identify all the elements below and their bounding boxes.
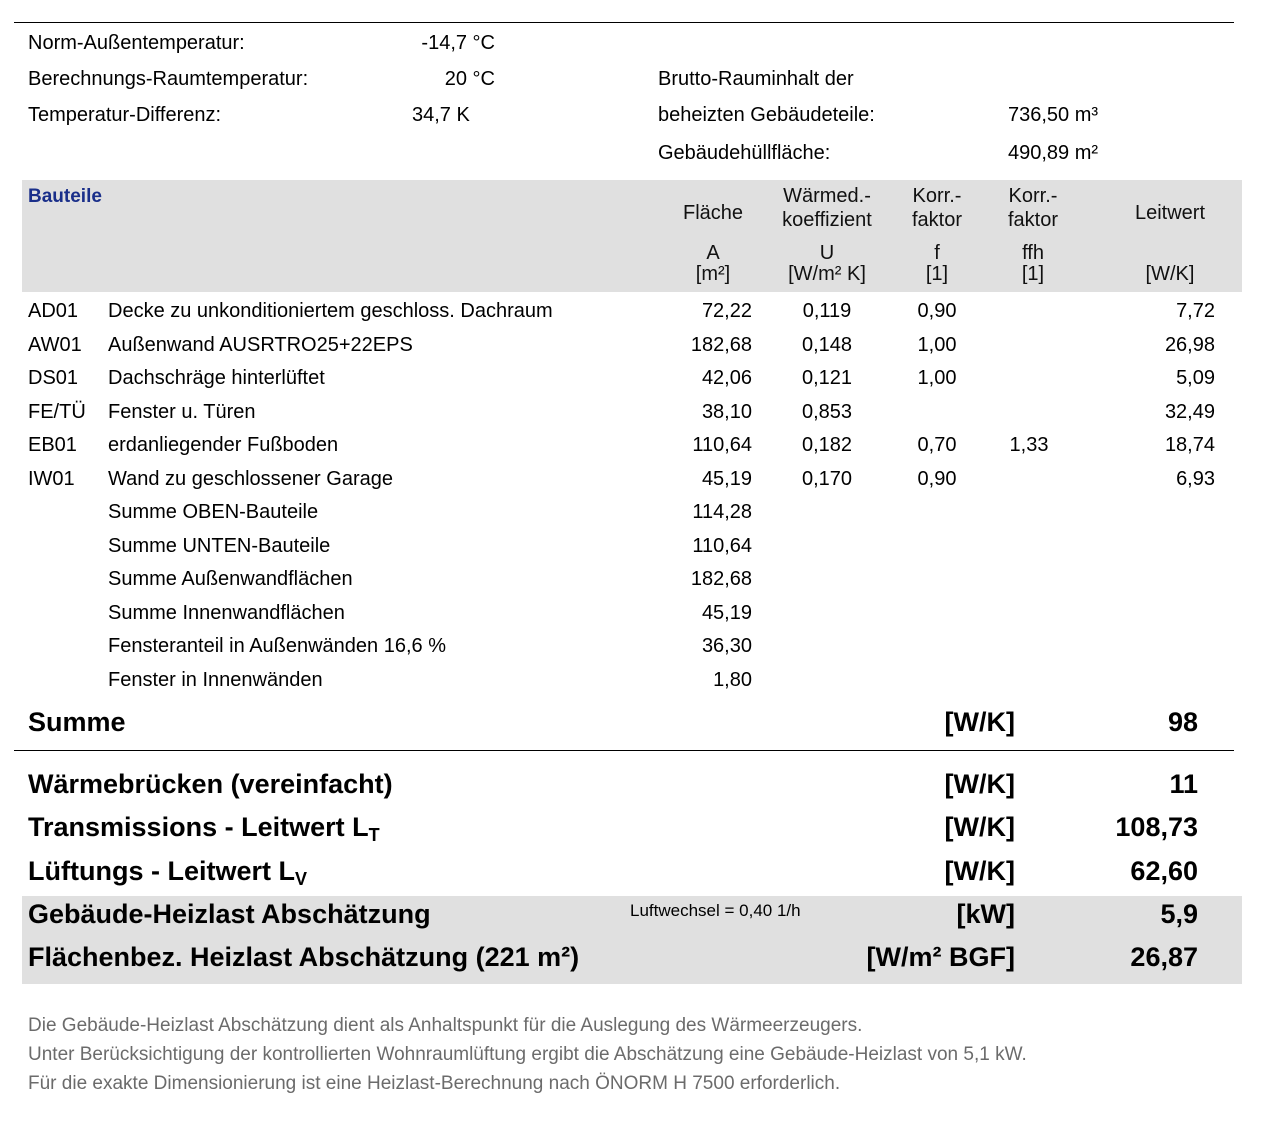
row-area: 72,22: [701, 300, 752, 322]
header-flaeche: Fläche: [682, 202, 744, 224]
raum-temp-label: Berechnungs-Raumtemperatur:: [28, 68, 309, 90]
norm-temp-value: -14,7 °C: [421, 32, 495, 54]
sum-row-name: Summe OBEN-Bauteile: [108, 501, 319, 523]
row-name: Wand zu geschlossener Garage: [108, 467, 393, 490]
temp-diff-value: 34,7 K: [412, 104, 470, 126]
header-korr2-a: Korr.-: [1008, 185, 1058, 207]
waermebruecken-unit: [W/K]: [944, 769, 1015, 799]
transmission-subscript: T: [368, 825, 380, 845]
header-flaeche-unit: [m²]: [695, 263, 731, 285]
summe-value: 98: [1167, 707, 1198, 737]
row-leitwert: 7,72: [1176, 300, 1215, 322]
sum-row-area: 1,80: [713, 668, 752, 691]
lueftung-subscript: V: [294, 869, 307, 889]
header-leitwert: Leitwert: [1134, 202, 1206, 224]
transmission-value: 108,73: [1115, 812, 1198, 842]
row-code: AD01: [28, 300, 79, 322]
header-flaeche-sym: A: [706, 242, 720, 264]
row-leitwert: 32,49: [1164, 400, 1215, 423]
row-area: 38,10: [701, 400, 752, 423]
huell-label: Gebäudehüllfläche:: [658, 142, 831, 164]
row-name: erdanliegender Fußboden: [108, 434, 339, 456]
note-line-3: Für die exakte Dimensionierung ist eine Heizlast-Berechnung nach ÖNORM H 7500 erforderlich.: [28, 1073, 841, 1094]
row-leitwert: 6,93: [1176, 467, 1215, 490]
header-korr1-unit: [1]: [925, 263, 949, 285]
lueftung-value: 62,60: [1130, 856, 1198, 886]
row-u-value: 0,121: [801, 367, 853, 389]
flaechen-heizlast-unit: [W/m² BGF]: [866, 942, 1015, 972]
header-korr2-unit: [1]: [1021, 263, 1045, 285]
row-u-value: 0,148: [801, 333, 853, 356]
waermebruecken-value: 11: [1169, 769, 1198, 799]
sum-row-name: Summe Innenwandflächen: [108, 601, 345, 624]
transmission-unit: [W/K]: [944, 812, 1015, 842]
lueftung-unit: [W/K]: [944, 856, 1015, 886]
transmission-label: Transmissions - Leitwert $L_T$: [28, 812, 380, 845]
row-leitwert: 26,98: [1164, 333, 1215, 356]
row-name: Fenster u. Türen: [108, 400, 256, 423]
header-waerme-unit: [W/m² K]: [788, 263, 866, 285]
row-code: EB01: [28, 434, 77, 456]
sum-row-name: Summe Außenwandflächen: [108, 568, 353, 590]
row-u-value: 0,170: [801, 467, 853, 490]
row-u-value: 0,119: [802, 300, 852, 322]
summe-unit: [W/K]: [944, 707, 1015, 737]
row-area: 45,19: [701, 467, 752, 490]
norm-temp-label: Norm-Außentemperatur:: [28, 32, 245, 54]
row-area: 110,64: [692, 434, 752, 456]
row-area: 182,68: [690, 333, 752, 356]
header-korr1-b: faktor: [911, 209, 963, 231]
row-leitwert: 5,09: [1176, 367, 1215, 389]
luftwechsel-note: Luftwechsel = 0,40 1/h: [630, 901, 801, 920]
heizlast-value: 5,9: [1160, 899, 1198, 929]
row-korr-f: 0,90: [917, 467, 957, 490]
sum-row-area: 110,64: [692, 534, 752, 557]
header-bauteile: Bauteile: [28, 186, 102, 207]
row-code: AW01: [28, 333, 82, 356]
temp-diff-label: Temperatur-Differenz:: [28, 104, 222, 126]
row-name: Decke zu unkonditioniertem geschloss. Dachraum: [108, 300, 553, 322]
raum-temp-value: 20 °C: [444, 68, 495, 90]
huell-value: 490,89 m²: [1008, 142, 1099, 164]
row-code: IW01: [28, 467, 75, 490]
note-line-2: Unter Berücksichtigung der kontrollierten Wohnraumlüftung ergibt die Abschätzung eine Gebäude-Heizlast von 5,1 kW.: [28, 1044, 1027, 1065]
brutto-value: 736,50 m³: [1008, 104, 1099, 126]
row-name: Außenwand AUSRTRO25+22EPS: [108, 333, 413, 356]
header-waerme-1: Wärmed.-: [783, 185, 871, 207]
summe-rule: [14, 750, 1234, 751]
flaechen-heizlast-label: Flächenbez. Heizlast Abschätzung (221 m²): [28, 942, 580, 972]
row-korr-f: 1,00: [917, 333, 957, 356]
header-waerme-2: koeffizient: [782, 209, 872, 231]
header-korr1-a: Korr.-: [912, 185, 962, 207]
lueftung-label: Lüftungs - Leitwert $L_V$: [28, 856, 307, 889]
note-line-1: Die Gebäude-Heizlast Abschätzung dient als Anhaltspunkt für die Auslegung des Wärmeerzeugers.: [28, 1015, 863, 1036]
row-area: 42,06: [701, 367, 752, 389]
header-waerme-sym: U: [819, 242, 835, 264]
row-korr-f: 1,00: [917, 367, 957, 389]
sum-row-area: 182,68: [690, 568, 752, 590]
row-u-value: 0,182: [801, 434, 853, 456]
sum-row-name: Summe UNTEN-Bauteile: [108, 534, 331, 557]
row-korr-f: 0,70: [917, 434, 957, 456]
row-u-value: 0,853: [801, 400, 853, 423]
header-korr2-b: faktor: [1007, 209, 1059, 231]
row-leitwert: 18,74: [1164, 434, 1215, 456]
header-leitwert-unit: [W/K]: [1145, 263, 1195, 285]
flaechen-heizlast-value: 26,87: [1130, 942, 1198, 972]
row-name: Dachschräge hinterlüftet: [108, 367, 325, 389]
sum-row-name: Fenster in Innenwänden: [108, 668, 323, 691]
brutto-label-2: beheizten Gebäudeteile:: [658, 104, 875, 126]
row-korr-ffh: 1,33: [1009, 434, 1049, 456]
row-code: DS01: [28, 367, 79, 389]
heizlast-unit: [kW]: [956, 899, 1015, 929]
row-korr-f: 0,90: [917, 300, 957, 322]
row-code: FE/TÜ: [28, 400, 86, 423]
header-korr1-sym: f: [934, 242, 940, 264]
sum-row-area: 45,19: [701, 601, 752, 624]
heizlast-label: Gebäude-Heizlast Abschätzung: [28, 899, 431, 929]
header-korr2-sym: ffh: [1022, 242, 1044, 264]
top-rule: [14, 22, 1234, 23]
waermebruecken-label: Wärmebrücken (vereinfacht): [28, 769, 393, 799]
sum-row-area: 36,30: [701, 635, 752, 657]
brutto-label-1: Brutto-Rauminhalt der: [658, 68, 854, 90]
summe-label: Summe: [28, 707, 126, 737]
sum-row-name: Fensteranteil in Außenwänden 16,6 %: [108, 635, 446, 657]
sum-row-area: 114,28: [692, 501, 752, 523]
